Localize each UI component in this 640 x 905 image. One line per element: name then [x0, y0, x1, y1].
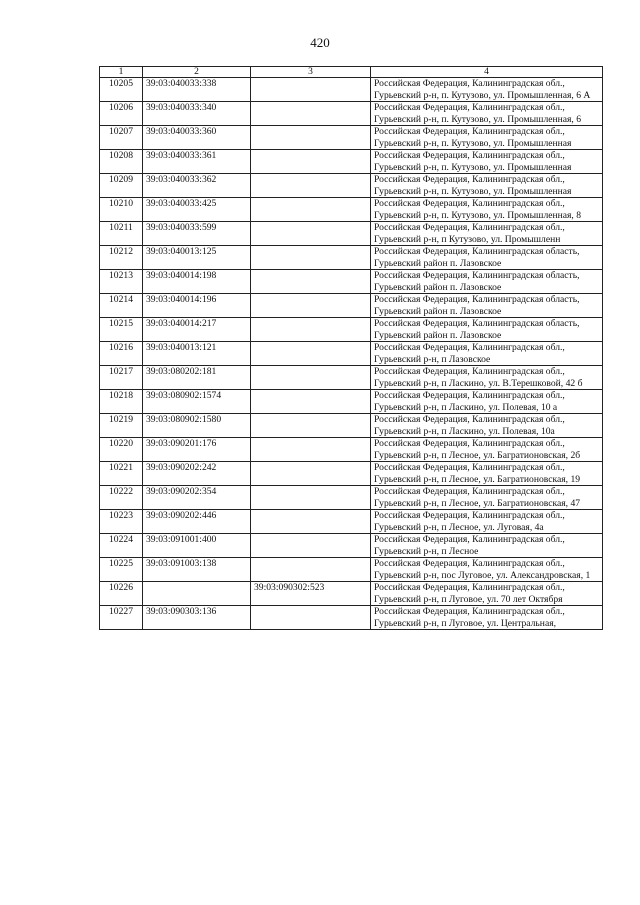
address-cell: Российская Федерация, Калининградская область, Гурьевский район п. Лазовское	[371, 270, 603, 294]
building-cadastral-number-cell	[251, 342, 371, 366]
building-cadastral-number-cell	[251, 198, 371, 222]
cadastral-number-cell: 39:03:040033:340	[143, 102, 251, 126]
cadastral-number-cell	[143, 582, 251, 606]
building-cadastral-number-cell	[251, 246, 371, 270]
building-cadastral-number-cell	[251, 390, 371, 414]
table-row	[100, 102, 603, 126]
building-cadastral-number-cell	[251, 294, 371, 318]
building-cadastral-number-cell	[251, 486, 371, 510]
building-cadastral-number-cell	[251, 366, 371, 390]
table-row	[100, 582, 603, 606]
address-cell: Российская Федерация, Калининградская область, Гурьевский район п. Лазовское	[371, 246, 603, 270]
row-number-cell: 10217	[100, 366, 143, 390]
cadastral-number-cell: 39:03:090202:446	[143, 510, 251, 534]
table-row	[100, 510, 603, 534]
cadastral-number-cell: 39:03:040014:198	[143, 270, 251, 294]
table-row	[100, 318, 603, 342]
table-row	[100, 366, 603, 390]
address-cell: Российская Федерация, Калининградская обл., Гурьевский р-н, п. Кутузово, ул. Промышленная, 6	[371, 102, 603, 126]
table-row	[100, 174, 603, 198]
table-row	[100, 294, 603, 318]
table-row	[100, 78, 603, 102]
table-row	[100, 606, 603, 630]
table-row	[100, 438, 603, 462]
building-cadastral-number-cell	[251, 438, 371, 462]
row-number-cell: 10206	[100, 102, 143, 126]
building-cadastral-number-cell	[251, 462, 371, 486]
address-cell: Российская Федерация, Калининградская обл., Гурьевский р-н, п Лесное, ул. Багратионовская, 47	[371, 486, 603, 510]
row-number-cell: 10225	[100, 558, 143, 582]
building-cadastral-number-cell	[251, 78, 371, 102]
address-cell: Российская Федерация, Калининградская обл., Гурьевский р-н, п Лесное, ул. Багратионовская, 19	[371, 462, 603, 486]
cadastral-number-cell: 39:03:040013:125	[143, 246, 251, 270]
building-cadastral-number-cell	[251, 534, 371, 558]
row-number-cell: 10220	[100, 438, 143, 462]
table-body	[100, 78, 603, 630]
column-header: 1	[100, 67, 143, 78]
row-number-cell: 10215	[100, 318, 143, 342]
cadastral-number-cell: 39:03:080202:181	[143, 366, 251, 390]
table-row	[100, 222, 603, 246]
table-header-row	[100, 67, 603, 78]
table-row	[100, 270, 603, 294]
cadastral-number-cell: 39:03:040033:338	[143, 78, 251, 102]
building-cadastral-number-cell	[251, 126, 371, 150]
row-number-cell: 10221	[100, 462, 143, 486]
address-cell: Российская Федерация, Калининградская обл., Гурьевский р-н, п Лазовское	[371, 342, 603, 366]
cadastral-number-cell: 39:03:091001:400	[143, 534, 251, 558]
building-cadastral-number-cell	[251, 606, 371, 630]
building-cadastral-number-cell	[251, 222, 371, 246]
row-number-cell: 10213	[100, 270, 143, 294]
row-number-cell: 10227	[100, 606, 143, 630]
cadastral-registry-table	[99, 66, 603, 630]
building-cadastral-number-cell	[251, 174, 371, 198]
row-number-cell: 10211	[100, 222, 143, 246]
row-number-cell: 10219	[100, 414, 143, 438]
row-number-cell: 10209	[100, 174, 143, 198]
table-row	[100, 534, 603, 558]
table-row	[100, 462, 603, 486]
building-cadastral-number-cell	[251, 270, 371, 294]
cadastral-number-cell: 39:03:040033:362	[143, 174, 251, 198]
cadastral-number-cell: 39:03:080902:1580	[143, 414, 251, 438]
cadastral-number-cell: 39:03:091003:138	[143, 558, 251, 582]
row-number-cell: 10205	[100, 78, 143, 102]
table-row	[100, 486, 603, 510]
address-cell: Российская Федерация, Калининградская обл., Гурьевский р-н, п. Кутузово, ул. Промышленная, 6 А	[371, 78, 603, 102]
cadastral-number-cell: 39:03:090303:136	[143, 606, 251, 630]
table-row	[100, 558, 603, 582]
cadastral-number-cell: 39:03:040014:217	[143, 318, 251, 342]
address-cell: Российская Федерация, Калининградская обл., Гурьевский р-н, п Лесное, ул. Луговая, 4а	[371, 510, 603, 534]
building-cadastral-number-cell	[251, 150, 371, 174]
cadastral-number-cell: 39:03:040014:196	[143, 294, 251, 318]
address-cell: Российская Федерация, Калининградская обл., Гурьевский р-н, п Ласкино, ул. Полевая, 10 а	[371, 390, 603, 414]
cadastral-number-cell: 39:03:090202:354	[143, 486, 251, 510]
address-cell: Российская Федерация, Калининградская обл., Гурьевский р-н, п. Кутузово, ул. Промышленная, 8	[371, 198, 603, 222]
cadastral-number-cell: 39:03:040033:361	[143, 150, 251, 174]
address-cell: Российская Федерация, Калининградская обл., Гурьевский р-н, п Ласкино, ул. Полевая, 10а	[371, 414, 603, 438]
row-number-cell: 10226	[100, 582, 143, 606]
cadastral-number-cell: 39:03:090202:242	[143, 462, 251, 486]
building-cadastral-number-cell	[251, 414, 371, 438]
page-number: 420	[310, 35, 330, 50]
address-cell: Российская Федерация, Калининградская обл., Гурьевский р-н, п. Кутузово, ул. Промышленная	[371, 174, 603, 198]
table-row	[100, 198, 603, 222]
table-row	[100, 246, 603, 270]
table-row	[100, 126, 603, 150]
building-cadastral-number-cell	[251, 318, 371, 342]
address-cell: Российская Федерация, Калининградская обл., Гурьевский р-н, п. Кутузово, ул. Промышленная	[371, 150, 603, 174]
row-number-cell: 10214	[100, 294, 143, 318]
cadastral-number-cell: 39:03:080902:1574	[143, 390, 251, 414]
address-cell: Российская Федерация, Калининградская обл., Гурьевский р-н, п Луговое, ул. 70 лет Октября	[371, 582, 603, 606]
address-cell: Российская Федерация, Калининградская обл., Гурьевский р-н, п Ласкино, ул. В.Терешковой, 42 б	[371, 366, 603, 390]
address-cell: Российская Федерация, Калининградская область, Гурьевский район п. Лазовское	[371, 318, 603, 342]
building-cadastral-number-cell: 39:03:090302:523	[251, 582, 371, 606]
column-header: 2	[143, 67, 251, 78]
row-number-cell: 10208	[100, 150, 143, 174]
building-cadastral-number-cell	[251, 102, 371, 126]
address-cell: Российская Федерация, Калининградская обл., Гурьевский р-н, п Лесное	[371, 534, 603, 558]
address-cell: Российская Федерация, Калининградская обл., Гурьевский р-н, п Лесное, ул. Багратионовская, 2б	[371, 438, 603, 462]
table-row	[100, 150, 603, 174]
column-header: 3	[251, 67, 371, 78]
row-number-cell: 10210	[100, 198, 143, 222]
address-cell: Российская Федерация, Калининградская область, Гурьевский район п. Лазовское	[371, 294, 603, 318]
cadastral-number-cell: 39:03:040033:360	[143, 126, 251, 150]
row-number-cell: 10224	[100, 534, 143, 558]
address-cell: Российская Федерация, Калининградская обл., Гурьевский р-н, п. Кутузово, ул. Промышленная	[371, 126, 603, 150]
address-cell: Российская Федерация, Калининградская обл., Гурьевский р-н, п Луговое, ул. Центральная,	[371, 606, 603, 630]
column-header: 4	[371, 67, 603, 78]
row-number-cell: 10212	[100, 246, 143, 270]
table-row	[100, 390, 603, 414]
address-cell: Российская Федерация, Калининградская обл., Гурьевский р-н, пос Луговое, ул. Александровская, 1	[371, 558, 603, 582]
cadastral-number-cell: 39:03:040033:425	[143, 198, 251, 222]
address-cell: Российская Федерация, Калининградская обл., Гурьевский р-н, п Кутузово, ул. Промышленн	[371, 222, 603, 246]
row-number-cell: 10216	[100, 342, 143, 366]
table-row	[100, 414, 603, 438]
cadastral-number-cell: 39:03:040033:599	[143, 222, 251, 246]
building-cadastral-number-cell	[251, 510, 371, 534]
row-number-cell: 10222	[100, 486, 143, 510]
row-number-cell: 10223	[100, 510, 143, 534]
row-number-cell: 10207	[100, 126, 143, 150]
cadastral-number-cell: 39:03:040013:121	[143, 342, 251, 366]
cadastral-number-cell: 39:03:090201:176	[143, 438, 251, 462]
table-row	[100, 342, 603, 366]
building-cadastral-number-cell	[251, 558, 371, 582]
row-number-cell: 10218	[100, 390, 143, 414]
